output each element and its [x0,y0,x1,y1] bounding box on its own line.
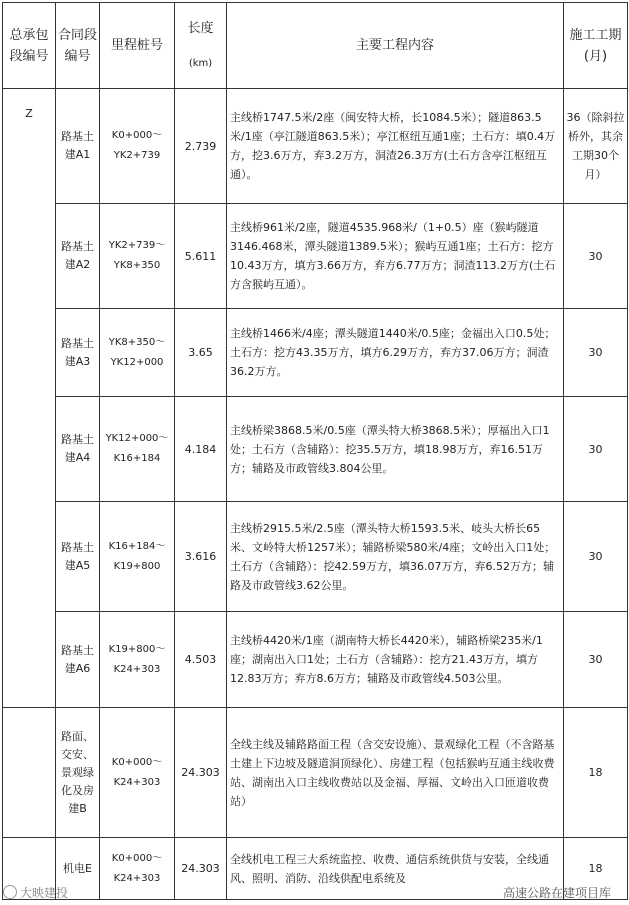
period-cell: 18 [564,708,628,838]
table-row [3,309,628,397]
table-row [3,397,628,502]
content-cell: 主线桥961米/2座，隧道4535.968米/（1+0.5）座（猴屿隧道3146.468米，潭头隧道1389.5米）；猴屿互通1座；土石方：挖方10.43万方，填方3.66万方，弃方6.77万方；洞渣113.2万方(土石方含猴屿互通）。 [227,204,564,309]
length-cell: 24.303 [175,708,227,838]
mileage-cell [100,502,175,612]
mileage-end: YK2+739 [113,150,161,161]
contract-cell: 机电E [56,838,100,900]
contract-cell: 路基土建A4 [56,397,100,502]
mileage-end: YK12+000 [110,356,164,368]
length-cell: 2.739 [175,89,227,204]
watermark [0,881,629,905]
watermark-right-text: 高速公路在建项目库 [502,886,611,900]
header-contract: 合同段编号 [56,3,100,89]
package-cell: Z [3,89,56,708]
table-row [3,502,628,612]
mileage-cell [100,397,175,502]
period-cell: 30 [564,397,628,502]
length-cell: 4.184 [175,397,227,502]
contract-cell: 路基土建A5 [56,502,100,612]
mileage-cell [100,309,175,397]
mileage-end: K24+303 [113,776,161,788]
weibo-logo-icon [3,885,17,899]
header-content: 主要工程内容 [227,3,564,89]
mileage-start: YK2+739～ [108,240,166,251]
package-cell-empty [3,708,56,838]
length-cell: 24.303 [175,838,227,900]
period-cell: 36（除斜拉桥外，其余工期30个月） [564,89,628,204]
watermark-left [3,884,68,901]
table-row [3,612,628,708]
mileage-start: YK8+350～ [108,336,166,348]
header-length [175,3,227,89]
table-row [3,708,628,838]
period-cell: 18 [564,838,628,900]
contract-cell: 路基土建A6 [56,612,100,708]
header-length-unit: (km) [188,57,213,69]
mileage-end: K24+303 [113,872,161,884]
header-length-label: 长度 [187,20,214,36]
mileage-start: K0+000～ [111,852,163,864]
header-package: 总承包段编号 [3,3,56,89]
length-cell: 4.503 [175,612,227,708]
content-cell: 主线桥1747.5米/2座（闽安特大桥，长1084.5米）；隧道863.5米/1座（亭江隧道863.5米）；亭江枢纽互通1座；土石方：填0.4万方，挖3.6万方，弃3.2万方，洞渣26.3万方(土石方含亭江枢纽互通）。 [227,89,564,204]
watermark-left-text: 大映建投 [20,886,69,900]
table-row [3,89,628,204]
header-mileage: 里程桩号 [100,3,175,89]
header-row [3,3,628,89]
table-row [3,204,628,309]
mileage-end: YK8+350 [113,260,161,271]
contract-cell: 路基土建A2 [56,204,100,309]
length-cell: 5.611 [175,204,227,309]
mileage-end: K19+800 [113,560,161,572]
content-cell: 全线机电工程三大系统监控、收费、通信系统供货与安装，全线通风、照明、消防、沿线供配电系统及 [227,838,564,900]
length-cell: 3.65 [175,309,227,397]
mileage-start: K19+800～ [108,643,166,655]
content-cell: 主线桥1466米/4座；潭头隧道1440米/0.5座；金福出入口0.5处；土石方：挖方43.35万方，填方6.29万方，弃方37.06万方；洞渣36.2万方。 [227,309,564,397]
contract-cell: 路面、交安、景观绿化及房建B [56,708,100,838]
mileage-cell [100,204,175,309]
period-cell: 30 [564,204,628,309]
project-table [2,2,628,900]
mileage-end: K16+184 [113,453,161,464]
header-period: 施工工期(月) [564,3,628,89]
content-cell: 主线桥2915.5米/2.5座（潭头特大桥1593.5米、岐头大桥长65米、文岭特大桥1257米）；辅路桥梁580米/4座；文岭出入口1处；土石方（含辅路）：挖42.59万方，填36.07万方，弃6.52万方；辅路及市政管线3.62公里。 [227,502,564,612]
contract-cell: 路基土建A3 [56,309,100,397]
mileage-cell [100,708,175,838]
content-cell: 全线主线及辅路路面工程（含交安设施）、景观绿化工程（不含路基土建上下边坡及隧道洞顶绿化）、房建工程（包括猴屿互通主线收费站、湖南出入口主线收费站以及金福、厚福、文岭出入口匝道收费站） [227,708,564,838]
content-cell: 主线桥梁3868.5米/0.5座（潭头特大桥3868.5米）；厚福出入口1处；土石方（含辅路）：挖35.5万方，填18.98万方，弃16.51万方；辅路及市政管线3.804公里。 [227,397,564,502]
mileage-cell [100,89,175,204]
mileage-start: YK12+000～ [105,433,169,444]
mileage-end: K24+303 [113,663,161,675]
mileage-start: K0+000～ [111,756,163,768]
length-cell: 3.616 [175,502,227,612]
mileage-start: K16+184～ [108,540,166,552]
period-cell: 30 [564,612,628,708]
mileage-start: K0+000～ [111,130,163,141]
period-cell: 30 [564,502,628,612]
contract-cell: 路基土建A1 [56,89,100,204]
period-cell: 30 [564,309,628,397]
content-cell: 主线桥4420米/1座（湖南特大桥长4420米），辅路桥梁235米/1座；湖南出入口1处；土石方（含辅路）：挖方21.43万方，填方12.83万方；弃方8.6万方；辅路及市政管线4.503公里。 [227,612,564,708]
mileage-cell [100,612,175,708]
